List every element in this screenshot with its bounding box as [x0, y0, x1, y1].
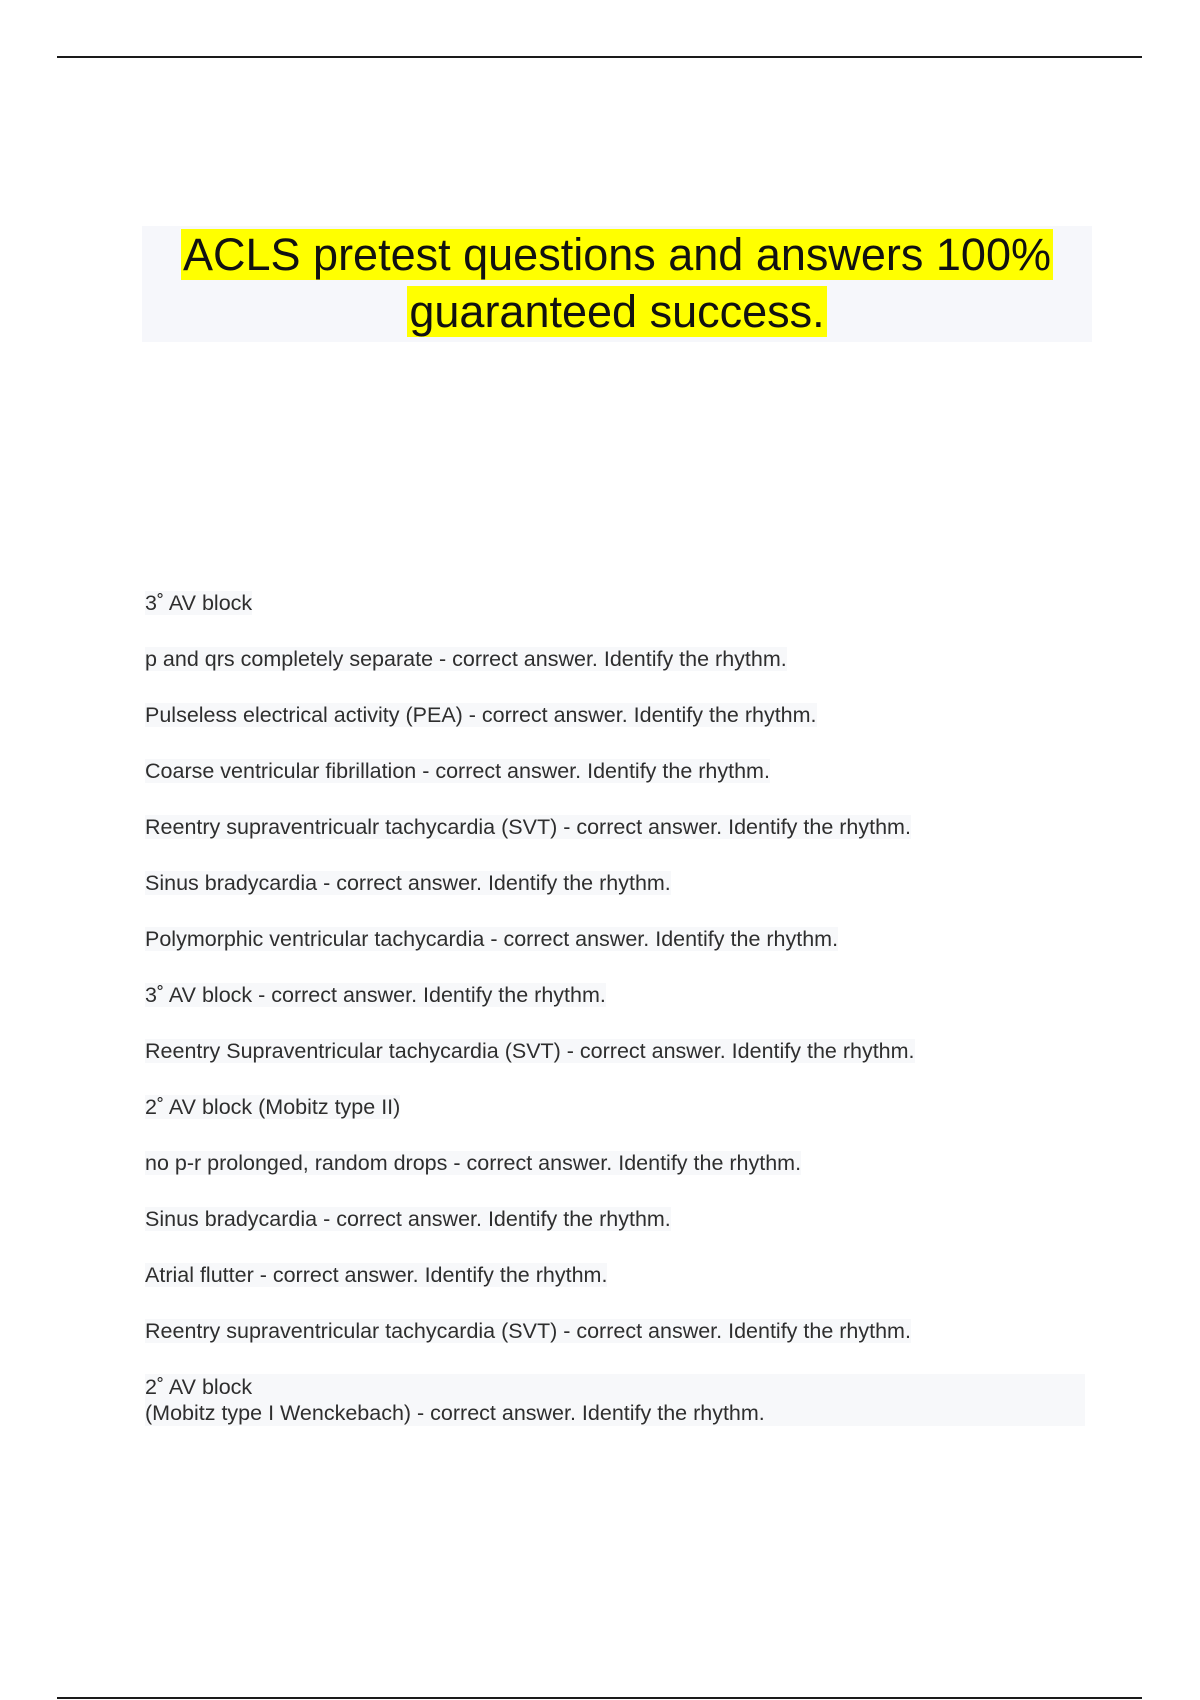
qa-entry-last-line-1: 2˚ AV block — [145, 1374, 1085, 1400]
document-title — [142, 226, 1092, 342]
qa-entry: Reentry supraventricualr tachycardia (SVT) - correct answer. Identify the rhythm. — [145, 815, 911, 839]
qa-entry: Reentry supraventricular tachycardia (SVT) - correct answer. Identify the rhythm. — [145, 1319, 911, 1343]
title-line-2: guaranteed success. — [409, 286, 825, 337]
qa-entry: 3˚ AV block — [145, 591, 253, 615]
qa-entry: Coarse ventricular fibrillation - correct answer. Identify the rhythm. — [145, 759, 770, 783]
qa-entry: p and qrs completely separate - correct answer. Identify the rhythm. — [145, 647, 787, 671]
qa-entry: Sinus bradycardia - correct answer. Identify the rhythm. — [145, 871, 671, 895]
qa-entry-last — [145, 1374, 1085, 1426]
top-rule — [57, 56, 1142, 58]
title-line-1: ACLS pretest questions and answers 100% — [182, 229, 1051, 280]
qa-entry: Atrial flutter - correct answer. Identify the rhythm. — [145, 1263, 608, 1287]
qa-entry: 2˚ AV block (Mobitz type II) — [145, 1095, 401, 1119]
qa-entry-last-line-2: (Mobitz type I Wenckebach) - correct answer. Identify the rhythm. — [145, 1400, 1085, 1426]
qa-entry: Pulseless electrical activity (PEA) - correct answer. Identify the rhythm. — [145, 703, 817, 727]
bottom-rule — [57, 1697, 1142, 1699]
qa-entry: Sinus bradycardia - correct answer. Identify the rhythm. — [145, 1207, 671, 1231]
qa-entry: Reentry Supraventricular tachycardia (SVT) - correct answer. Identify the rhythm. — [145, 1039, 915, 1063]
qa-entry: Polymorphic ventricular tachycardia - correct answer. Identify the rhythm. — [145, 927, 839, 951]
qa-entry: no p-r prolonged, random drops - correct answer. Identify the rhythm. — [145, 1151, 802, 1175]
qa-entry: 3˚ AV block - correct answer. Identify the rhythm. — [145, 983, 606, 1007]
qa-list — [145, 590, 1085, 1426]
